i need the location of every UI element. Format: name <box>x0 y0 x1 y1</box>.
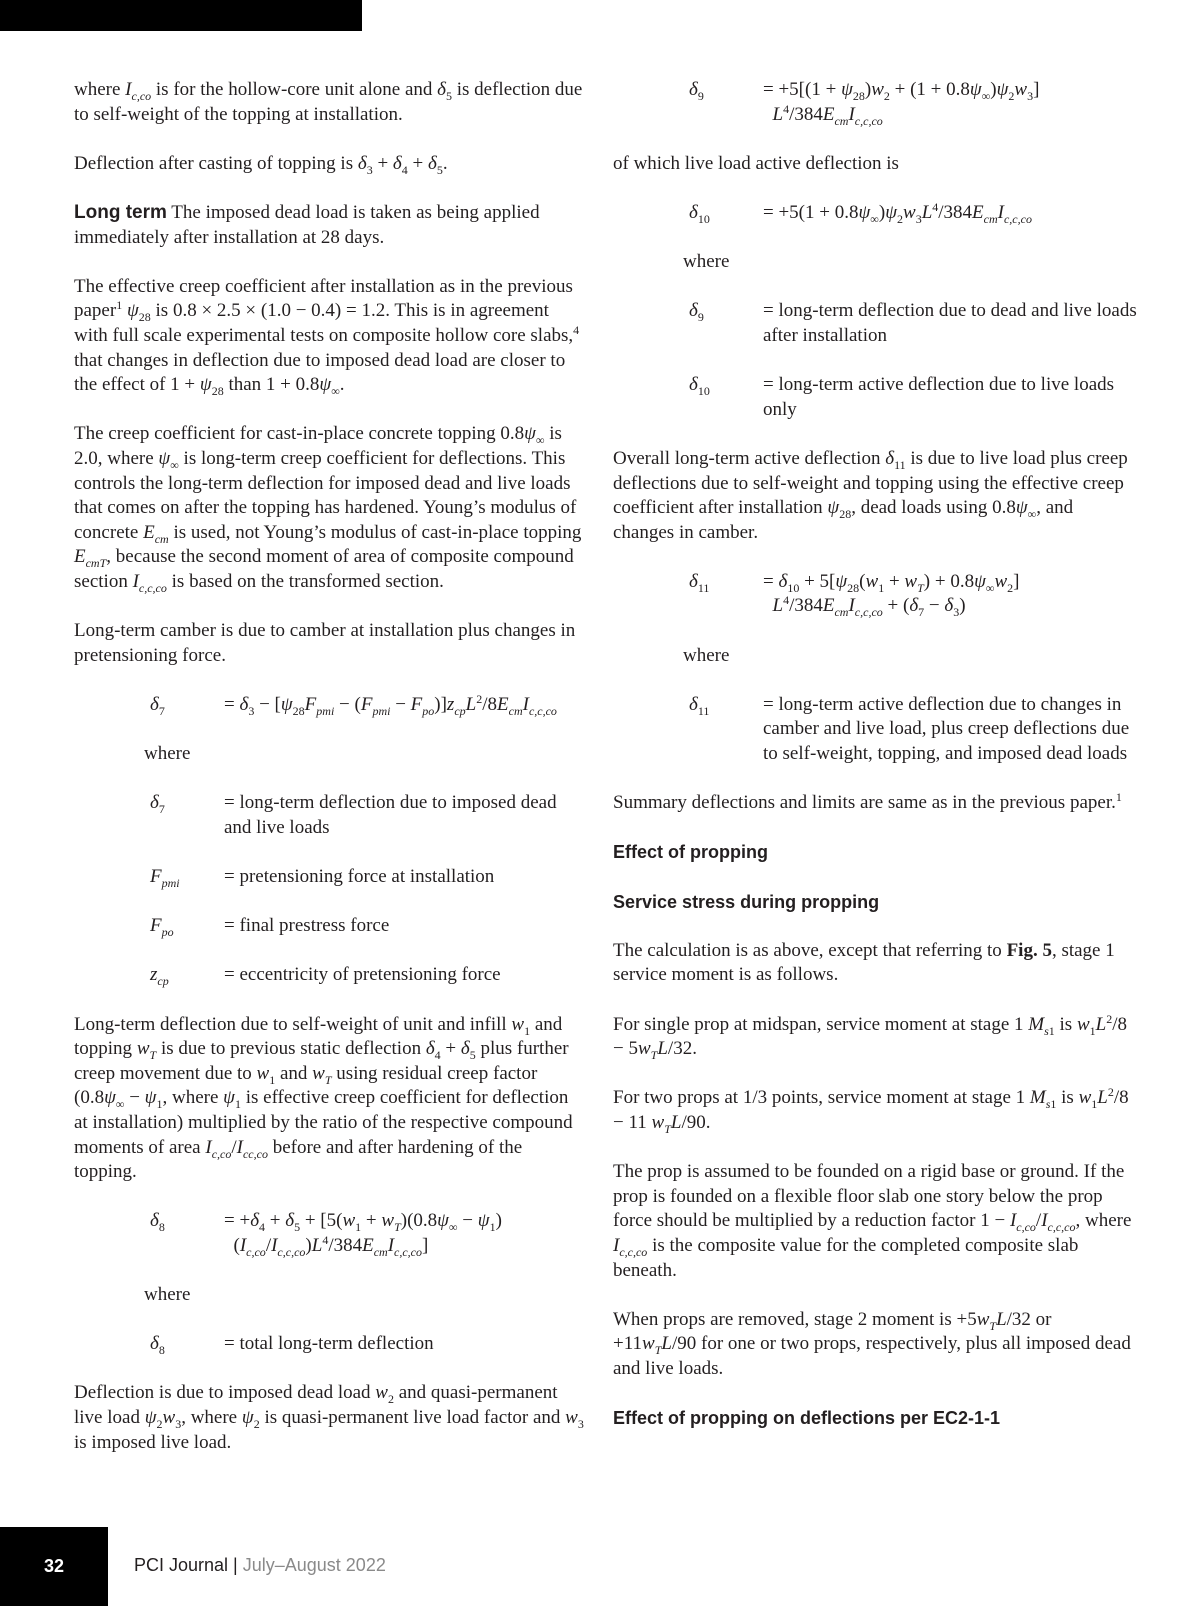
journal-credit <box>134 1555 386 1576</box>
definition-fpo: $F_{po}$ = final prestress force <box>150 915 390 940</box>
definition-delta-9: $\delta_9$ = long-term deflection due to dead and live loads after installation <box>689 300 1137 346</box>
page-number: 32 <box>0 1527 108 1606</box>
right-paragraph-5: For single prop at midspan, service moment at stage 1 $M_{s1}$ is $w_1L^2/8 - 5w_TL/32$. <box>613 1011 1128 1063</box>
equation-delta-10: $\delta_{10}$ = $+5(1 + 0.8\psi_\infty)\psi_2w_3L^4/384E_{cm}I_{c,c,co}$ <box>689 199 1032 226</box>
left-paragraph-6: Long-term camber is due to camber at installation plus changes in pretensioning force. <box>74 620 576 666</box>
heading-propping-deflections: Effect of propping on deflections per EC2-1-1 <box>613 1408 1001 1429</box>
equation-delta-11: $\delta_{11}$ = $\delta_{10} + 5[\psi_{28}(w_1 + w_T) + 0.8\psi_\infty w_2]$ $L^4/384E_{cm}I_{c,c,co} + (\delta_7 - \delta_3)$ <box>689 570 1020 620</box>
left-paragraph-8: Deflection is due to imposed dead load $w_2$ and quasi-permanent live load $\psi_2w_3$, where $\psi_2$ is quasi-permanent live load factor and $w_3$ is imposed live load. <box>74 1382 584 1453</box>
where-label-3: where <box>683 251 730 273</box>
journal-name: PCI Journal <box>134 1555 229 1575</box>
long-term-label: Long term <box>74 201 167 223</box>
right-paragraph-6: For two props at 1/3 points, service moment at stage 1 $M_{s1}$ is $w_1L^2/8 - 11$ $w_TL/90$. <box>613 1085 1129 1136</box>
equation-delta-9: $\delta_9$ = $+5[(1 + \psi_{28})w_2 + (1 + 0.8\psi_\infty)\psi_2w_3]$ $L^4/384E_{cm}I_{c,c,co}$ <box>689 79 1040 128</box>
left-paragraph-2: Deflection after casting of topping is $\delta_3 + \delta_4 + \delta_5$. <box>74 152 448 177</box>
right-paragraph-7: The prop is assumed to be founded on a rigid base or ground. If the prop is founded on a flexible floor slab one story below the prop force should be multiplied by a reduction factor $1 - I_{c,co}/I_{c,c,co}$, where $I_{c,c,co}$ is the composite value for the completed composite slab beneath. <box>613 1161 1132 1281</box>
equation-delta-7: $\delta_7$ = $\delta_3 - [\psi_{28}F_{pmi} - (F_{pmi} - F_{po})]z_{cp}L^2/8E_{cm}I_{c,c,co}$ <box>150 691 557 718</box>
right-paragraph-3: Summary deflections and limits are same as in the previous paper.$^1$ <box>613 790 1122 814</box>
definition-delta-11: $\delta_{11}$ = long-term active deflection due to changes in camber and live load, plus creep deflections due to self-weight, topping, and imposed dead loads <box>689 693 1130 765</box>
definition-zcp: $z_{cp}$ = eccentricity of pretensioning force <box>150 964 501 989</box>
definition-delta-8: $\delta_8$ = total long-term deflection <box>150 1333 434 1358</box>
right-paragraph-1: of which live load active deflection is <box>613 152 899 174</box>
journal-separator: | <box>228 1555 243 1575</box>
left-paragraph-5: The creep coefficient for cast-in-place concrete topping $0.8\psi_\infty$ is 2.0, where $\psi_\infty$ is long-term creep coefficient for deflections. This controls the long-term deflection for imposed dead and live loads that comes on after the topping has hardened. Young’s modulus of concrete $E_{cm}$ is used, not Young’s modulus of cast-in-place topping $E_{cmT}$, because the second moment of area of composite compound section $I_{c,c,co}$ is based on the transformed section. <box>74 423 582 595</box>
left-paragraph-1: where $I_{c,co}$ is for the hollow-core unit alone and $\delta_5$ is deflection due to self-weight of the topping at installation. <box>74 79 583 125</box>
definition-delta-7: $\delta_7$ = long-term deflection due to imposed dead and live loads <box>150 792 557 838</box>
right-column <box>613 78 1138 1455</box>
definition-fpmi: $F_{pmi}$ = pretensioning force at installation <box>150 866 495 890</box>
right-paragraph-8: When props are removed, stage 2 moment is $+5w_TL/32$ or $+11w_TL/90$ for one or two props, respectively, plus all imposed dead and live loads. <box>613 1308 1131 1379</box>
journal-issue: July–August 2022 <box>242 1555 386 1575</box>
right-paragraph-2: Overall long-term active deflection $\delta_{11}$ is due to live load plus creep deflections due to self-weight and topping using the effective creep coefficient after installation $\psi_{28}$, dead loads using $0.8\psi_\infty$, and changes in camber. <box>613 447 1128 543</box>
left-paragraph-7: Long-term deflection due to self-weight of unit and infill $w_1$ and topping $w_T$ is due to previous static deflection $\delta_4 + \delta_5$ plus further creep movement due to $w_1$ and $w_T$ using residual creep factor ($0.8\psi_\infty - \psi_1$, where $\psi_1$ is effective creep coefficient for deflection at installation) multiplied by the ratio of the respective compound moments of area $I_{c,co}/I_{cc,co}$ before and after hardening of the topping. <box>74 1013 573 1183</box>
heading-effect-of-propping: Effect of propping <box>613 842 768 863</box>
header-bar <box>0 0 362 31</box>
where-label-1: where <box>144 743 191 765</box>
equation-delta-8: $\delta_8$ = $+\delta_4 + \delta_5 + [5(w_1 + w_T)(0.8\psi_\infty - \psi_1)$ $(I_{c,co}/I_{c,c,co})L^4/384E_{cm}I_{c,c,co}$] <box>150 1210 502 1259</box>
right-paragraph-4: The calculation is as above, except that referring to Fig. 5, stage 1 service moment is as follows. <box>613 939 1115 986</box>
left-column <box>74 78 584 1480</box>
heading-service-stress: Service stress during propping <box>613 891 880 912</box>
where-label-2: where <box>144 1284 191 1306</box>
left-paragraph-4: The effective creep coefficient after installation as in the previous paper$^1$ $\psi_{28}$ is 0.8 × 2.5 × (1.0 − 0.4) = 1.2. This is in agreement with full scale experimental tests on composite hollow core slabs,$^4$ that changes in deflection due to imposed dead load are closer to the effect of $1 + \psi_{28}$ than $1 + 0.8\psi_\infty$. <box>74 275 580 399</box>
definition-delta-10: $\delta_{10}$ = long-term active deflection due to live loads only <box>689 374 1115 420</box>
page-footer <box>0 1527 1200 1606</box>
where-label-4: where <box>683 644 730 666</box>
left-paragraph-long-term: Long term The imposed dead load is taken as being applied immediately after installation at 28 days. <box>74 201 540 248</box>
